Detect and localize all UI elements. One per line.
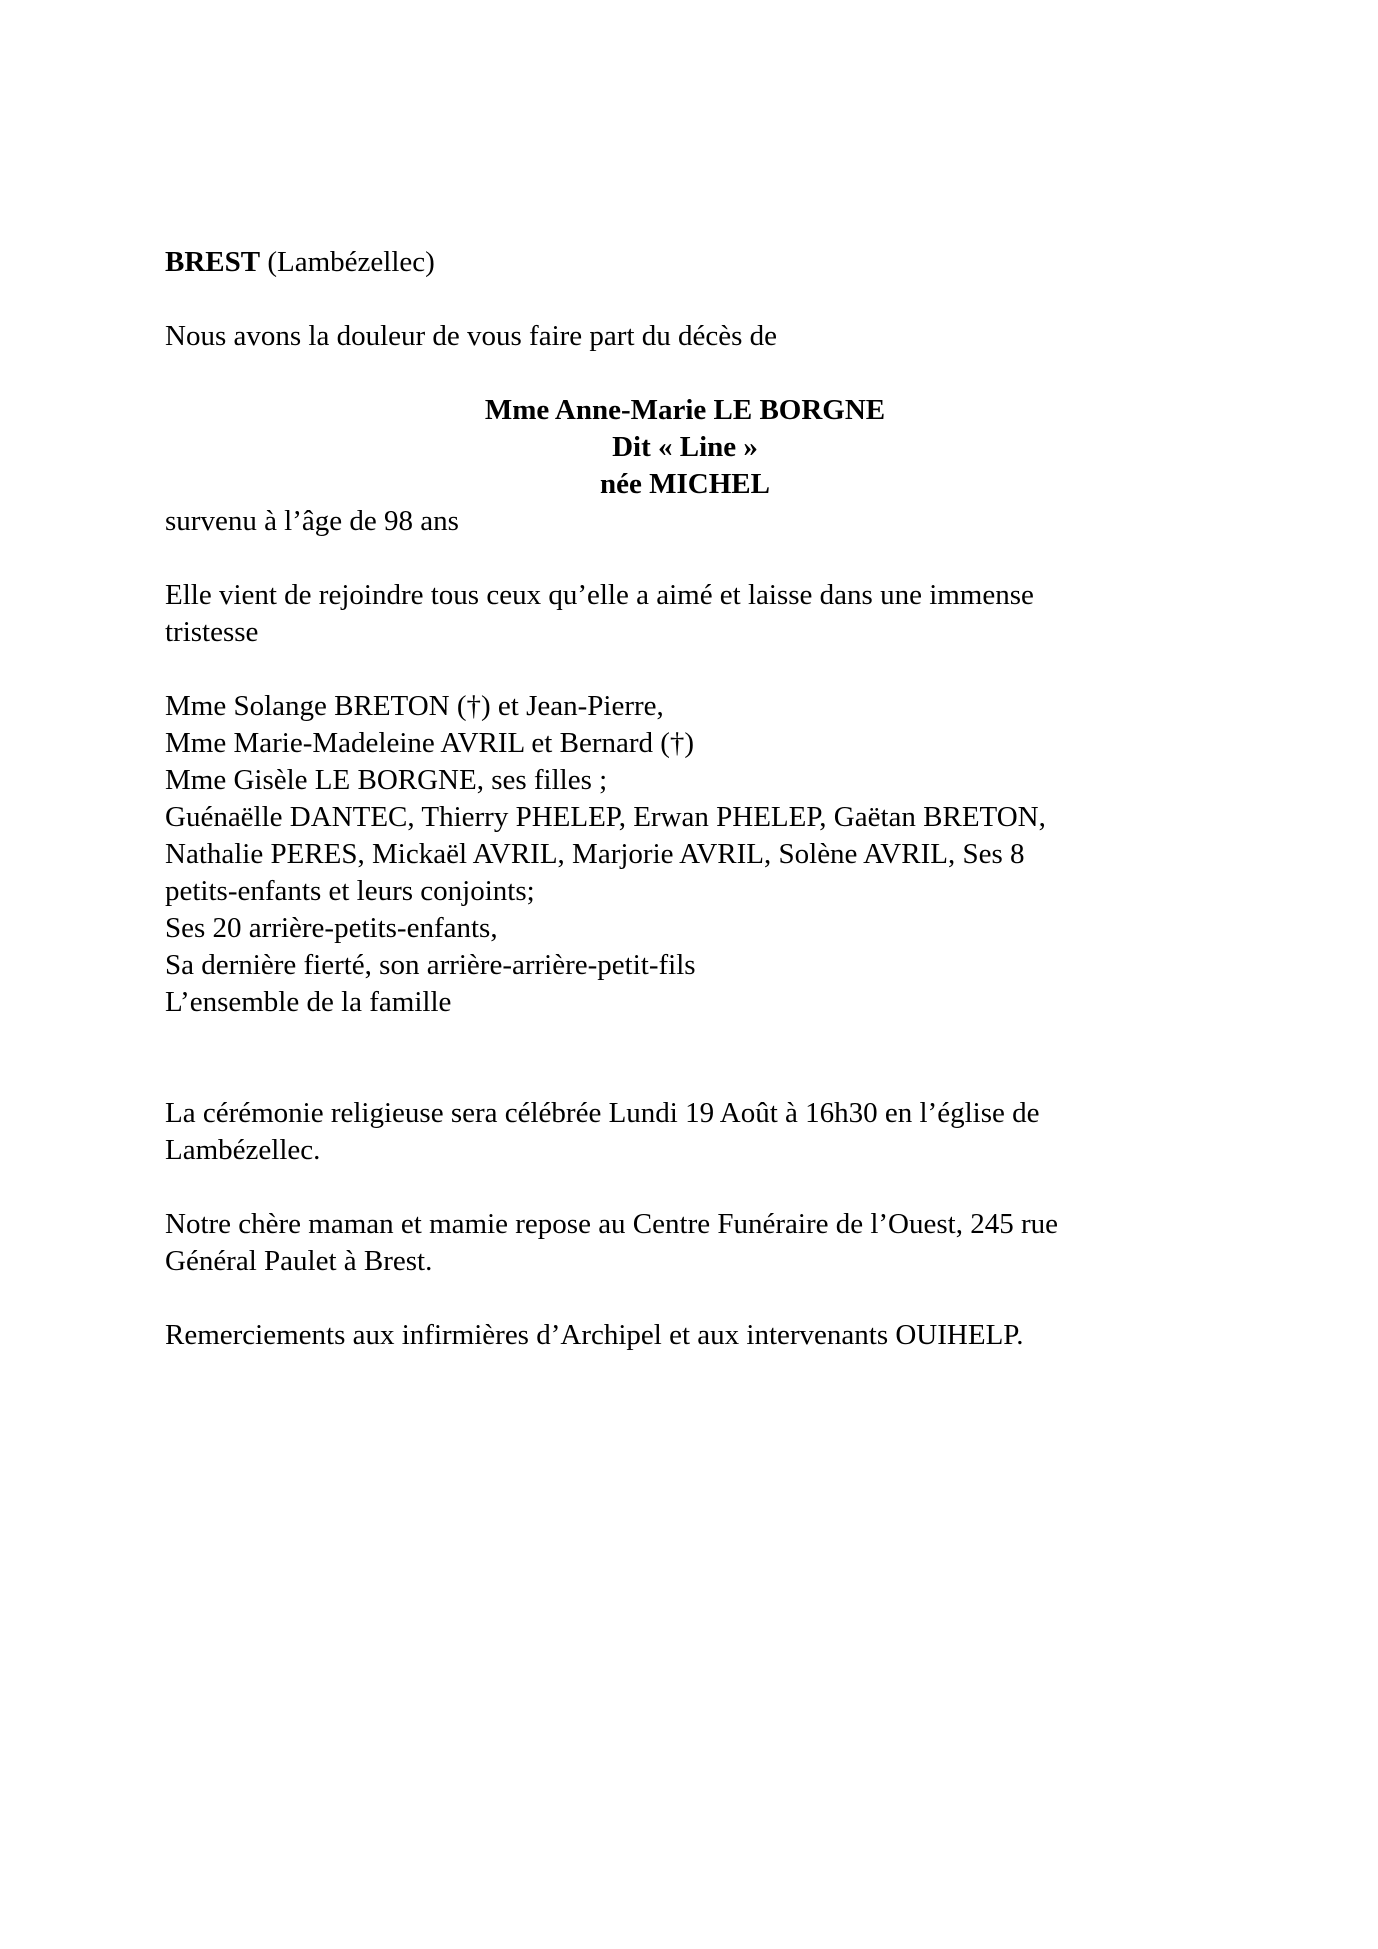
announcement-body [165, 244, 1205, 1354]
ceremony-line: La cérémonie religieuse sera célébrée Lundi 19 Août à 16h30 en l’église de [165, 1097, 1040, 1129]
deceased-name-block [165, 392, 1205, 503]
ceremony-line: Lambézellec. [165, 1134, 321, 1166]
deceased-maiden-name: née MICHEL [600, 468, 770, 500]
family-line: Nathalie PERES, Mickaël AVRIL, Marjorie AVRIL, Solène AVRIL, Ses 8 [165, 838, 1025, 870]
rest-place-line: Notre chère maman et mamie repose au Centre Funéraire de l’Ouest, 245 rue [165, 1208, 1058, 1240]
ceremony-paragraph [165, 1095, 1205, 1169]
rest-place-paragraph [165, 1206, 1205, 1280]
family-line: Sa dernière fierté, son arrière-arrière-petit-fils [165, 949, 696, 981]
location-district: (Lambézellec) [267, 246, 435, 278]
rest-place-line: Général Paulet à Brest. [165, 1245, 433, 1277]
family-line: Mme Gisèle LE BORGNE, ses filles ; [165, 764, 608, 796]
family-line: Mme Solange BRETON (†) et Jean-Pierre, [165, 690, 664, 722]
deceased-name: Mme Anne-Marie LE BORGNE [484, 394, 886, 426]
family-line: Ses 20 arrière-petits-enfants, [165, 912, 498, 944]
family-list [165, 688, 1205, 1021]
family-line: Mme Marie-Madeleine AVRIL et Bernard (†) [165, 727, 695, 759]
thanks-paragraph: Remerciements aux infirmières d’Archipel et aux intervenants OUIHELP. [165, 1319, 1024, 1351]
family-line: Guénaëlle DANTEC, Thierry PHELEP, Erwan PHELEP, Gaëtan BRETON, [165, 801, 1046, 833]
tribute-line: Elle vient de rejoindre tous ceux qu’elle a aimé et laisse dans une immense [165, 579, 1034, 611]
family-line: L’ensemble de la famille [165, 986, 452, 1018]
intro-text: Nous avons la douleur de vous faire part du décès de [165, 320, 778, 352]
tribute-line: tristesse [165, 616, 259, 648]
location-header [165, 244, 1205, 281]
age-line: survenu à l’âge de 98 ans [165, 505, 459, 537]
family-line: petits-enfants et leurs conjoints; [165, 875, 535, 907]
deceased-nickname: Dit « Line » [612, 431, 758, 463]
tribute-paragraph [165, 577, 1205, 651]
location-city: BREST [165, 246, 261, 278]
